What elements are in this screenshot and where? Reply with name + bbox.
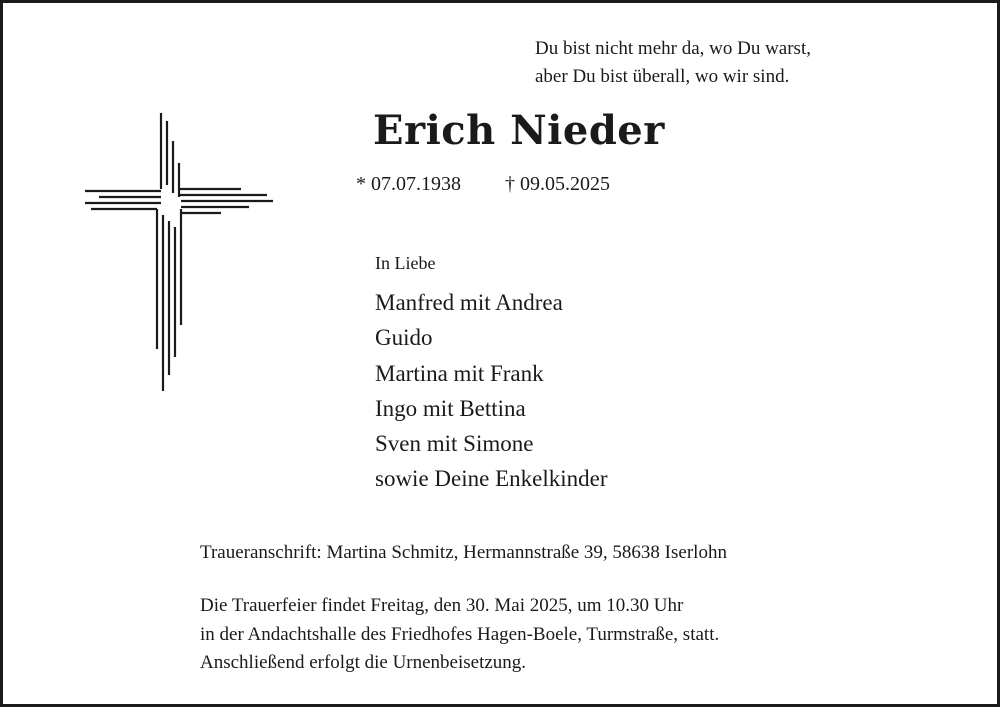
death-date: † 09.05.2025 — [505, 173, 610, 195]
mourner-name: Sven mit Simone — [375, 431, 534, 457]
mourner-name: sowie Deine Enkelkinder — [375, 466, 608, 492]
mourner-name: Guido — [375, 325, 433, 351]
mourning-address: Traueranschrift: Martina Schmitz, Hermannstraße 39, 58638 Iserlohn — [200, 542, 727, 563]
ceremony-line-2: in der Andachtshalle des Friedhofes Hagen-Boele, Turmstraße, statt. — [200, 623, 720, 645]
ceremony-line-3: Anschließend erfolgt die Urnenbeisetzung. — [200, 652, 527, 673]
ceremony-line-1: Die Trauerfeier findet Freitag, den 30. Mai 2025, um 10.30 Uhr — [200, 595, 684, 616]
mourners-list — [375, 285, 607, 497]
mourner-name: Martina mit Frank — [375, 360, 544, 386]
cross-icon — [81, 113, 273, 393]
ceremony-info — [200, 592, 719, 678]
memorial-quote — [535, 35, 811, 91]
life-dates — [356, 173, 610, 196]
birth-date: * 07.07.1938 — [356, 173, 461, 195]
mourner-name: Ingo mit Bettina — [375, 395, 526, 421]
mourners-intro: In Liebe — [375, 253, 436, 273]
mourner-name: Manfred mit Andrea — [375, 290, 563, 315]
quote-line-1: Du bist nicht mehr da, wo Du warst, — [535, 38, 811, 59]
quote-line-2: aber Du bist überall, wo wir sind. — [535, 66, 790, 87]
deceased-name: Erich Nieder — [373, 107, 665, 154]
